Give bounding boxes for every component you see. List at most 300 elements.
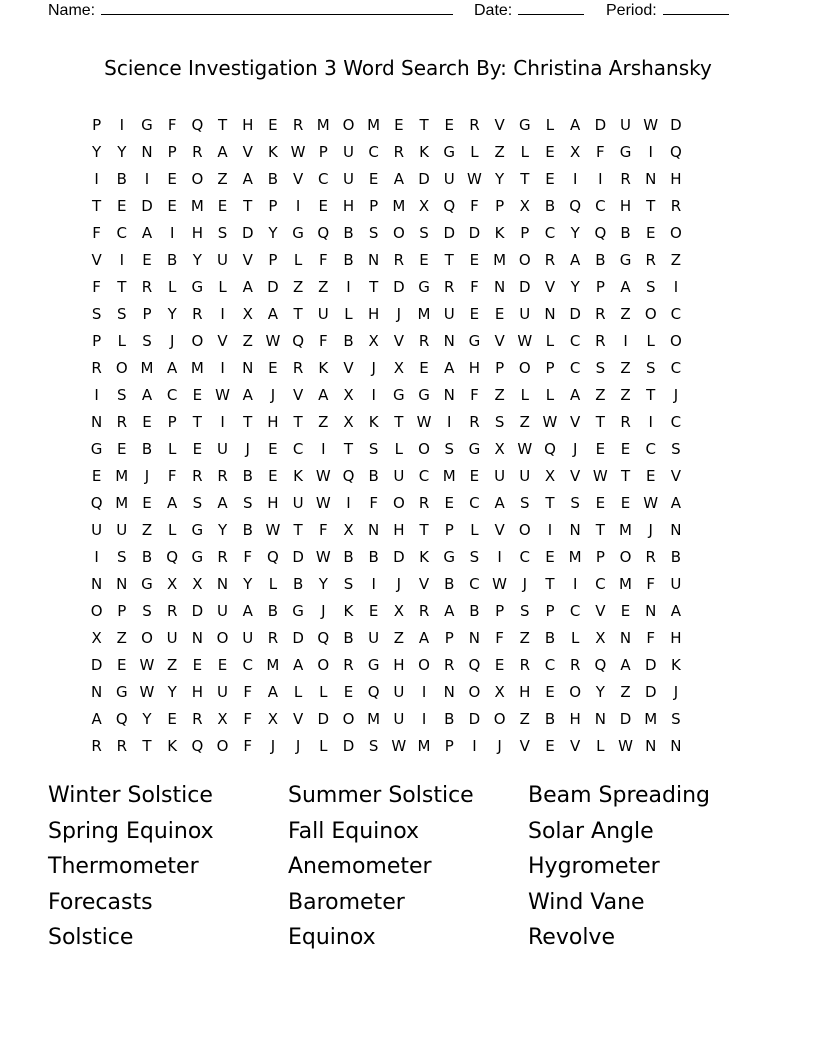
grid-letter[interactable]: M — [493, 251, 507, 269]
grid-letter[interactable]: J — [321, 602, 326, 620]
grid-letter[interactable]: B — [242, 467, 253, 485]
grid-letter[interactable]: S — [192, 494, 203, 512]
grid-letter[interactable]: L — [520, 143, 529, 161]
grid-letter[interactable]: I — [472, 737, 477, 755]
grid-letter[interactable]: L — [470, 143, 479, 161]
grid-letter[interactable]: T — [646, 386, 656, 404]
grid-letter[interactable]: P — [167, 143, 177, 161]
grid-letter[interactable]: V — [292, 386, 304, 404]
grid-letter[interactable]: O — [115, 359, 128, 377]
grid-letter[interactable]: D — [393, 278, 405, 296]
grid-letter[interactable]: R — [267, 629, 279, 647]
grid-letter[interactable]: T — [595, 413, 605, 431]
grid-letter[interactable]: E — [444, 116, 454, 134]
grid-letter[interactable]: J — [497, 737, 502, 755]
grid-letter[interactable]: R — [91, 359, 102, 377]
grid-letter[interactable]: E — [545, 683, 555, 701]
grid-letter[interactable]: F — [318, 332, 328, 350]
grid-letter[interactable]: X — [494, 683, 505, 701]
grid-letter[interactable]: L — [319, 737, 328, 755]
grid-letter[interactable]: U — [443, 305, 455, 323]
grid-letter[interactable]: I — [295, 197, 301, 215]
grid-letter[interactable]: U — [166, 629, 178, 647]
grid-letter[interactable]: A — [418, 629, 430, 647]
grid-letter[interactable]: C — [469, 575, 480, 593]
grid-letter[interactable]: W — [416, 413, 432, 431]
grid-letter[interactable]: S — [520, 494, 530, 512]
grid-letter[interactable]: N — [216, 575, 229, 593]
grid-letter[interactable]: P — [595, 548, 605, 566]
grid-letter[interactable]: J — [572, 440, 578, 458]
grid-letter[interactable]: A — [141, 386, 153, 404]
grid-letter[interactable]: N — [368, 251, 380, 269]
grid-letter[interactable]: C — [292, 440, 304, 458]
grid-letter[interactable]: J — [371, 359, 376, 377]
grid-letter[interactable]: E — [545, 143, 555, 161]
grid-letter[interactable]: A — [167, 359, 178, 377]
grid-letter[interactable]: M — [619, 521, 632, 539]
grid-letter[interactable]: P — [268, 251, 278, 269]
grid-letter[interactable]: N — [544, 305, 556, 323]
grid-letter[interactable]: E — [469, 305, 480, 323]
grid-letter[interactable]: S — [671, 440, 681, 458]
grid-letter[interactable]: Y — [243, 575, 253, 593]
grid-letter[interactable]: I — [119, 116, 124, 134]
grid-letter[interactable]: O — [191, 332, 204, 350]
grid-letter[interactable]: S — [494, 413, 505, 431]
grid-letter[interactable]: D — [292, 548, 304, 566]
grid-letter[interactable]: D — [267, 278, 279, 296]
grid-letter[interactable]: M — [115, 494, 129, 512]
grid-letter[interactable]: P — [444, 737, 454, 755]
grid-letter[interactable]: Z — [620, 386, 631, 404]
grid-letter[interactable]: L — [646, 332, 655, 350]
grid-letter[interactable]: Q — [367, 683, 380, 701]
grid-letter[interactable]: A — [141, 224, 153, 242]
grid-letter[interactable]: J — [144, 467, 150, 485]
grid-letter[interactable]: G — [292, 224, 304, 242]
grid-letter[interactable]: E — [142, 494, 152, 512]
grid-letter[interactable]: O — [518, 359, 531, 377]
grid-letter[interactable]: Q — [443, 197, 456, 215]
grid-letter[interactable]: G — [191, 278, 204, 296]
grid-letter[interactable]: M — [392, 197, 406, 215]
grid-letter[interactable]: H — [619, 197, 632, 215]
grid-letter[interactable]: F — [243, 737, 253, 755]
grid-letter[interactable]: Z — [141, 521, 153, 539]
grid-letter[interactable]: Y — [595, 683, 605, 701]
grid-letter[interactable]: E — [117, 197, 127, 215]
grid-letter[interactable]: W — [315, 467, 331, 485]
grid-letter[interactable]: Q — [191, 737, 204, 755]
grid-letter[interactable]: P — [369, 197, 379, 215]
grid-letter[interactable]: G — [393, 386, 405, 404]
grid-letter[interactable]: A — [167, 494, 178, 512]
grid-letter[interactable]: E — [368, 602, 379, 620]
grid-letter[interactable]: V — [519, 737, 530, 755]
grid-letter[interactable]: W — [391, 737, 407, 755]
grid-letter[interactable]: U — [620, 116, 632, 134]
grid-letter[interactable]: X — [595, 629, 606, 647]
grid-letter[interactable]: D — [317, 710, 330, 728]
grid-letter[interactable]: R — [192, 143, 203, 161]
grid-letter[interactable]: H — [670, 170, 682, 188]
grid-letter[interactable]: I — [447, 413, 452, 431]
grid-letter[interactable]: P — [595, 278, 605, 296]
grid-letter[interactable]: P — [318, 143, 328, 161]
grid-letter[interactable]: G — [367, 656, 380, 674]
grid-letter[interactable]: Q — [317, 629, 330, 647]
grid-letter[interactable]: T — [444, 251, 454, 269]
grid-letter[interactable]: T — [545, 575, 555, 593]
grid-letter[interactable]: M — [190, 359, 204, 377]
grid-letter[interactable]: F — [470, 386, 479, 404]
grid-letter[interactable]: C — [418, 467, 430, 485]
grid-letter[interactable]: B — [620, 224, 631, 242]
grid-letter[interactable]: R — [569, 656, 581, 674]
grid-letter[interactable]: Y — [167, 683, 177, 701]
grid-letter[interactable]: X — [544, 467, 556, 485]
grid-letter[interactable]: K — [419, 548, 429, 566]
grid-letter[interactable]: D — [468, 710, 481, 728]
grid-letter[interactable]: A — [444, 359, 455, 377]
grid-letter[interactable]: A — [242, 386, 253, 404]
grid-letter[interactable]: O — [216, 737, 229, 755]
grid-letter[interactable]: M — [190, 197, 204, 215]
grid-letter[interactable]: U — [217, 683, 229, 701]
grid-letter[interactable]: E — [444, 494, 454, 512]
grid-letter[interactable]: M — [266, 656, 280, 674]
grid-letter[interactable]: Q — [166, 548, 179, 566]
grid-letter[interactable]: U — [393, 683, 405, 701]
grid-letter[interactable]: X — [192, 575, 203, 593]
grid-letter[interactable]: A — [242, 170, 253, 188]
grid-letter[interactable]: O — [493, 710, 506, 728]
grid-letter[interactable]: J — [396, 305, 402, 323]
grid-letter[interactable]: I — [547, 521, 553, 539]
grid-letter[interactable]: A — [242, 278, 253, 296]
grid-letter[interactable]: H — [670, 629, 682, 647]
grid-letter[interactable]: E — [142, 251, 152, 269]
grid-letter[interactable]: R — [343, 656, 354, 674]
grid-letter[interactable]: N — [468, 629, 481, 647]
grid-letter[interactable]: T — [92, 197, 102, 215]
grid-letter[interactable]: R — [192, 467, 203, 485]
grid-letter[interactable]: J — [522, 575, 527, 593]
grid-letter[interactable]: H — [368, 305, 380, 323]
grid-letter[interactable]: I — [346, 278, 351, 296]
grid-letter[interactable]: P — [545, 602, 555, 620]
grid-letter[interactable]: C — [595, 575, 606, 593]
grid-letter[interactable]: I — [144, 170, 150, 188]
grid-letter[interactable]: T — [646, 197, 656, 215]
grid-letter[interactable]: P — [142, 305, 152, 323]
grid-letter[interactable]: R — [469, 116, 480, 134]
grid-letter[interactable]: E — [620, 440, 631, 458]
grid-letter[interactable]: A — [393, 170, 404, 188]
grid-letter[interactable]: I — [572, 170, 578, 188]
grid-letter[interactable]: C — [318, 170, 329, 188]
grid-letter[interactable]: S — [469, 548, 480, 566]
grid-letter[interactable]: F — [92, 224, 101, 242]
grid-letter[interactable]: V — [570, 737, 581, 755]
grid-letter[interactable]: C — [166, 386, 178, 404]
grid-letter[interactable]: A — [292, 656, 304, 674]
grid-letter[interactable]: O — [317, 656, 330, 674]
grid-letter[interactable]: S — [91, 305, 102, 323]
grid-letter[interactable]: Z — [167, 656, 178, 674]
grid-letter[interactable]: A — [217, 494, 228, 512]
grid-letter[interactable]: L — [344, 305, 353, 323]
grid-letter[interactable]: R — [91, 737, 102, 755]
grid-letter[interactable]: N — [90, 575, 103, 593]
grid-letter[interactable]: F — [470, 278, 479, 296]
grid-letter[interactable]: H — [569, 710, 581, 728]
grid-letter[interactable]: E — [419, 359, 429, 377]
grid-letter[interactable]: V — [343, 359, 354, 377]
grid-letter[interactable]: R — [166, 602, 178, 620]
grid-letter[interactable]: U — [342, 143, 354, 161]
grid-letter[interactable]: S — [520, 602, 530, 620]
grid-letter[interactable]: G — [115, 683, 128, 701]
grid-letter[interactable]: Q — [90, 494, 103, 512]
name-blank-line[interactable] — [101, 0, 453, 15]
grid-letter[interactable]: Q — [115, 710, 128, 728]
grid-letter[interactable]: U — [91, 521, 103, 539]
grid-letter[interactable]: O — [644, 305, 657, 323]
grid-letter[interactable]: N — [242, 359, 254, 377]
grid-letter[interactable]: E — [595, 494, 606, 512]
grid-letter[interactable]: O — [670, 332, 682, 350]
grid-letter[interactable]: Q — [468, 656, 481, 674]
grid-letter[interactable]: D — [141, 197, 153, 215]
grid-letter[interactable]: S — [343, 575, 354, 593]
grid-letter[interactable]: L — [545, 332, 555, 350]
grid-letter[interactable]: C — [569, 602, 581, 620]
grid-letter[interactable]: E — [117, 440, 127, 458]
grid-letter[interactable]: A — [570, 251, 581, 269]
grid-letter[interactable]: T — [293, 305, 303, 323]
grid-letter[interactable]: J — [270, 386, 276, 404]
grid-letter[interactable]: O — [216, 629, 229, 647]
grid-letter[interactable]: F — [243, 683, 253, 701]
grid-letter[interactable]: W — [517, 440, 533, 458]
grid-letter[interactable]: K — [267, 143, 278, 161]
grid-letter[interactable]: A — [318, 386, 329, 404]
grid-letter[interactable]: O — [468, 683, 481, 701]
grid-letter[interactable]: B — [292, 575, 304, 593]
grid-letter[interactable]: V — [494, 521, 505, 539]
grid-letter[interactable]: G — [418, 386, 430, 404]
grid-letter[interactable]: C — [569, 359, 581, 377]
grid-letter[interactable]: Q — [544, 440, 556, 458]
grid-letter[interactable]: Y — [92, 143, 102, 161]
date-blank-line[interactable] — [518, 0, 584, 15]
grid-letter[interactable]: I — [598, 170, 603, 188]
grid-letter[interactable]: E — [469, 251, 480, 269]
grid-letter[interactable]: F — [646, 575, 656, 593]
grid-letter[interactable]: N — [191, 629, 203, 647]
grid-letter[interactable]: B — [595, 251, 606, 269]
grid-letter[interactable]: J — [169, 332, 175, 350]
grid-letter[interactable]: E — [645, 224, 656, 242]
grid-letter[interactable]: W — [592, 467, 608, 485]
grid-letter[interactable]: I — [497, 548, 502, 566]
grid-letter[interactable]: O — [418, 656, 430, 674]
grid-letter[interactable]: C — [544, 656, 556, 674]
grid-letter[interactable]: R — [418, 494, 430, 512]
grid-letter[interactable]: G — [191, 548, 204, 566]
grid-letter[interactable]: T — [192, 413, 202, 431]
grid-letter[interactable]: Y — [570, 278, 580, 296]
grid-letter[interactable]: N — [569, 521, 581, 539]
grid-letter[interactable]: T — [293, 413, 303, 431]
grid-letter[interactable]: R — [292, 359, 304, 377]
grid-letter[interactable]: T — [545, 494, 555, 512]
grid-letter[interactable]: L — [268, 575, 278, 593]
grid-letter[interactable]: E — [192, 440, 203, 458]
grid-letter[interactable]: S — [671, 710, 681, 728]
grid-letter[interactable]: E — [318, 197, 329, 215]
grid-letter[interactable]: D — [292, 629, 304, 647]
grid-letter[interactable]: B — [116, 170, 127, 188]
grid-letter[interactable]: A — [267, 683, 279, 701]
grid-letter[interactable]: S — [645, 359, 656, 377]
grid-letter[interactable]: Q — [267, 548, 279, 566]
grid-letter[interactable]: Q — [292, 332, 304, 350]
grid-letter[interactable]: C — [569, 332, 581, 350]
grid-letter[interactable]: W — [542, 413, 558, 431]
grid-letter[interactable]: N — [141, 143, 153, 161]
grid-letter[interactable]: T — [394, 413, 404, 431]
grid-letter[interactable]: P — [117, 602, 127, 620]
grid-letter[interactable]: Z — [217, 170, 228, 188]
grid-letter[interactable]: O — [191, 170, 204, 188]
grid-letter[interactable]: C — [469, 494, 480, 512]
grid-letter[interactable]: E — [217, 656, 228, 674]
grid-letter[interactable]: L — [545, 386, 555, 404]
grid-letter[interactable]: I — [321, 440, 326, 458]
grid-letter[interactable]: W — [315, 494, 331, 512]
grid-letter[interactable]: V — [595, 602, 606, 620]
grid-letter[interactable]: H — [267, 413, 279, 431]
grid-letter[interactable]: B — [343, 251, 354, 269]
grid-letter[interactable]: A — [570, 386, 581, 404]
grid-letter[interactable]: A — [267, 305, 279, 323]
grid-letter[interactable]: Y — [495, 170, 505, 188]
grid-letter[interactable]: C — [645, 440, 656, 458]
grid-letter[interactable]: S — [368, 224, 379, 242]
grid-letter[interactable]: B — [444, 575, 455, 593]
grid-letter[interactable]: Q — [342, 467, 355, 485]
grid-letter[interactable]: N — [594, 710, 606, 728]
grid-letter[interactable]: B — [343, 548, 354, 566]
grid-letter[interactable]: F — [495, 629, 504, 647]
grid-letter[interactable]: X — [343, 521, 354, 539]
grid-letter[interactable]: E — [167, 710, 177, 728]
grid-letter[interactable]: O — [518, 521, 531, 539]
grid-letter[interactable]: B — [343, 332, 354, 350]
grid-letter[interactable]: D — [90, 656, 103, 674]
grid-letter[interactable]: Z — [292, 278, 304, 296]
grid-letter[interactable]: H — [393, 521, 405, 539]
grid-letter[interactable]: A — [620, 278, 631, 296]
grid-letter[interactable]: T — [117, 278, 127, 296]
grid-letter[interactable]: D — [393, 548, 405, 566]
grid-letter[interactable]: R — [192, 710, 203, 728]
grid-letter[interactable]: K — [318, 359, 329, 377]
grid-letter[interactable]: S — [570, 494, 580, 512]
grid-letter[interactable]: S — [142, 602, 152, 620]
grid-letter[interactable]: N — [90, 413, 103, 431]
grid-letter[interactable]: I — [648, 143, 653, 161]
grid-letter[interactable]: Z — [393, 629, 404, 647]
grid-letter[interactable]: I — [572, 575, 578, 593]
grid-letter[interactable]: B — [444, 710, 455, 728]
grid-letter[interactable]: C — [670, 413, 682, 431]
grid-letter[interactable]: U — [342, 170, 354, 188]
grid-letter[interactable]: Y — [167, 305, 177, 323]
grid-letter[interactable]: A — [242, 602, 253, 620]
grid-letter[interactable]: C — [368, 143, 379, 161]
grid-letter[interactable]: E — [268, 467, 278, 485]
grid-letter[interactable]: X — [368, 332, 379, 350]
grid-letter[interactable]: P — [495, 197, 505, 215]
grid-letter[interactable]: T — [369, 278, 379, 296]
grid-letter[interactable]: W — [643, 494, 659, 512]
grid-letter[interactable]: S — [242, 494, 253, 512]
grid-letter[interactable]: N — [493, 278, 506, 296]
grid-letter[interactable]: E — [217, 197, 228, 215]
grid-letter[interactable]: E — [545, 737, 555, 755]
grid-letter[interactable]: P — [520, 224, 530, 242]
grid-letter[interactable]: S — [217, 224, 228, 242]
grid-letter[interactable]: Z — [519, 629, 530, 647]
grid-letter[interactable]: O — [342, 710, 355, 728]
grid-letter[interactable]: D — [619, 710, 632, 728]
grid-letter[interactable]: X — [343, 386, 354, 404]
grid-letter[interactable]: X — [393, 359, 404, 377]
grid-letter[interactable]: E — [620, 602, 631, 620]
grid-letter[interactable]: W — [139, 683, 155, 701]
grid-letter[interactable]: B — [343, 629, 354, 647]
grid-letter[interactable]: R — [595, 332, 606, 350]
grid-letter[interactable]: U — [217, 602, 229, 620]
grid-letter[interactable]: C — [519, 548, 531, 566]
grid-letter[interactable]: R — [192, 305, 203, 323]
grid-letter[interactable]: P — [444, 629, 454, 647]
grid-letter[interactable]: P — [167, 413, 177, 431]
grid-letter[interactable]: X — [393, 602, 404, 620]
grid-letter[interactable]: S — [444, 440, 454, 458]
grid-letter[interactable]: Z — [318, 413, 329, 431]
grid-letter[interactable]: K — [293, 467, 304, 485]
grid-letter[interactable]: D — [569, 305, 581, 323]
grid-letter[interactable]: R — [217, 548, 228, 566]
grid-letter[interactable]: I — [220, 359, 225, 377]
grid-letter[interactable]: A — [91, 710, 102, 728]
grid-letter[interactable]: T — [595, 521, 605, 539]
grid-letter[interactable]: E — [545, 170, 555, 188]
grid-letter[interactable]: I — [371, 575, 376, 593]
grid-letter[interactable]: N — [443, 386, 455, 404]
grid-letter[interactable]: J — [270, 737, 276, 755]
grid-letter[interactable]: Z — [494, 143, 505, 161]
grid-letter[interactable]: X — [217, 710, 228, 728]
grid-letter[interactable]: L — [596, 737, 605, 755]
grid-letter[interactable]: I — [623, 332, 628, 350]
grid-letter[interactable]: D — [191, 602, 204, 620]
